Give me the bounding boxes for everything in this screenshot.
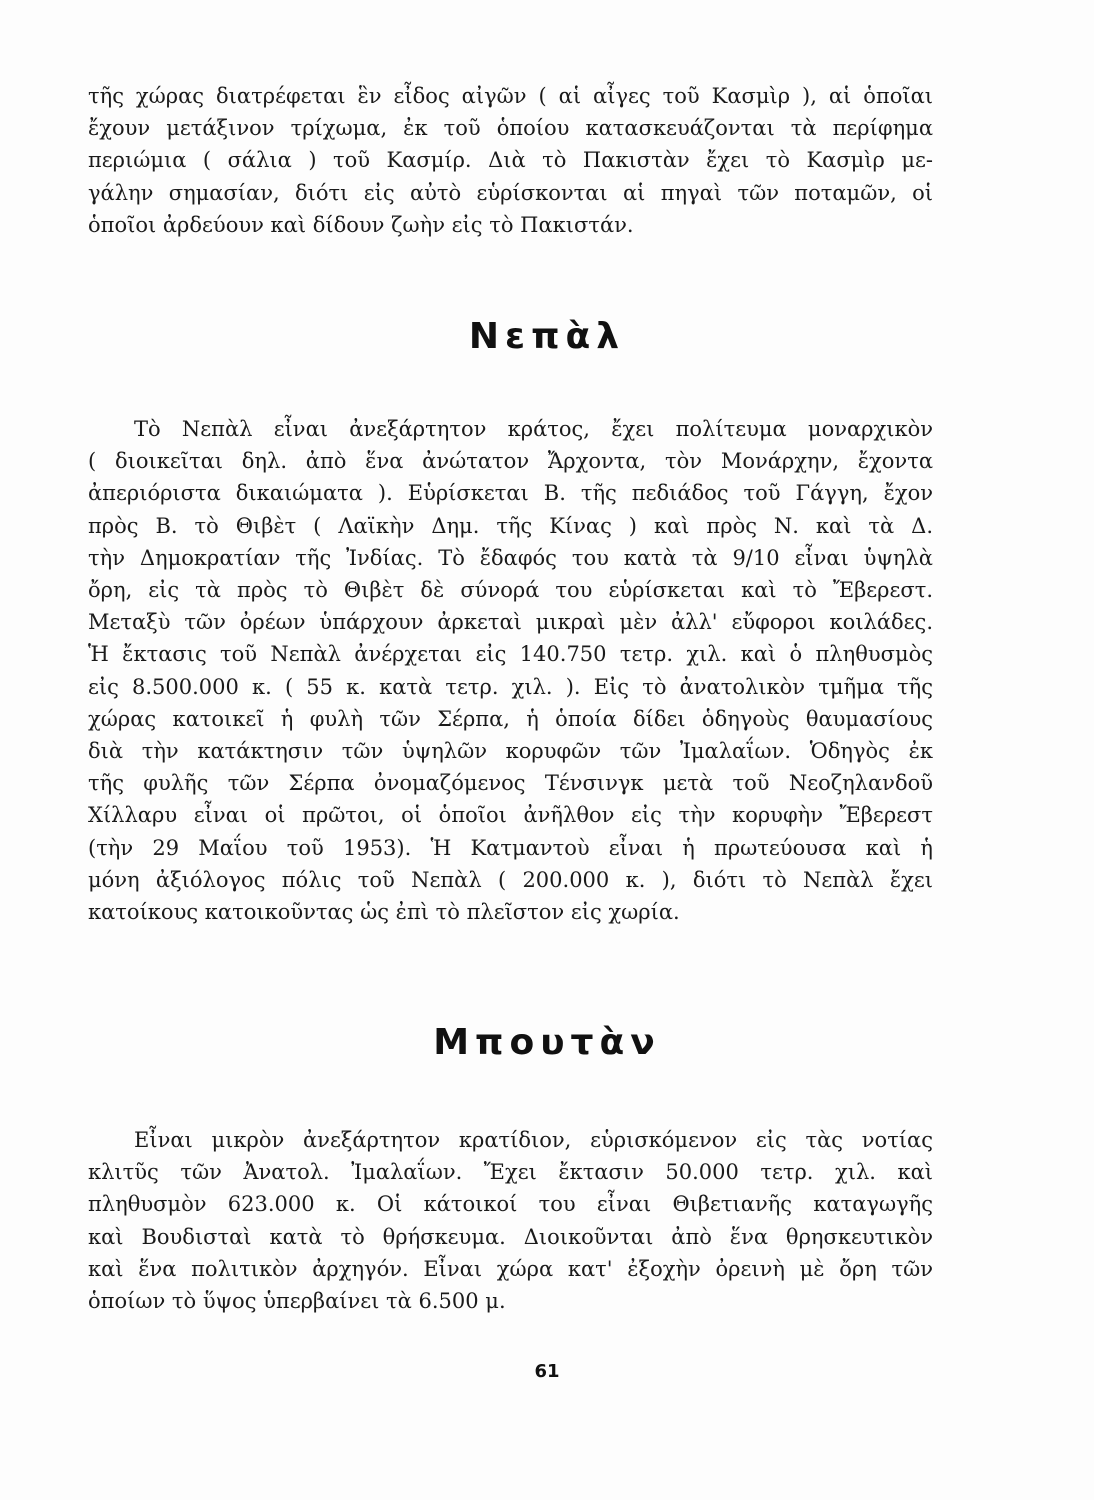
bhutan-heading: Μπουτὰν xyxy=(433,1022,661,1063)
bhutan-line: καὶ Βουδισταὶ κατὰ τὸ θρήσκευμα. Διοικοῦνται ἀπὸ ἕνα θρησκευτικὸν xyxy=(88,1224,933,1249)
nepal-line: Μεταξὺ τῶν ὀρέων ὑπάρχουν ἀρκεταὶ μικραὶ μὲν ἀλλ' εὔφοροι κοιλάδες. xyxy=(88,610,933,635)
nepal-line: Τὸ Νεπὰλ εἶναι ἀνεξάρτητον κράτος, ἔχει πολίτευμα μοναρχικὸν xyxy=(134,417,933,441)
bhutan-line: καὶ ἕνα πολιτικὸν ἀρχηγόν. Εἶναι χώρα κατ' ἐξοχὴν ὀρεινὴ μὲ ὄρη τῶν xyxy=(88,1256,933,1281)
intro-line: περιώμια ( σάλια ) τοῦ Κασμίρ. Διὰ τὸ Πακιστὰν ἔχει τὸ Κασμὶρ με- xyxy=(88,148,933,173)
intro-line: τῆς χώρας διατρέφεται ἓν εἶδος αἰγῶν ( αἱ αἶγες τοῦ Κασμὶρ ), αἱ ὁποῖαι xyxy=(88,84,933,108)
nepal-line: ὄρη, εἰς τὰ πρὸς τὸ Θιβὲτ δὲ σύνορά του εὑρίσκεται καὶ τὸ Ἔβερεστ. xyxy=(88,578,933,603)
nepal-paragraph xyxy=(88,413,933,928)
nepal-line: τῆς φυλῆς τῶν Σέρπα ὀνομαζόμενος Τένσινγκ μετὰ τοῦ Νεοζηλανδοῦ xyxy=(88,771,933,796)
nepal-line: χώρας κατοικεῖ ἡ φυλὴ τῶν Σέρπα, ἡ ὁποία δίδει ὁδηγοὺς θαυμασίους xyxy=(88,706,933,731)
bhutan-line: ὁποίων τὸ ὕψος ὑπερβαίνει τὰ 6.500 μ. xyxy=(88,1289,506,1314)
nepal-line: Ἡ ἔκτασις τοῦ Νεπὰλ ἀνέρχεται εἰς 140.750 τετρ. χιλ. καὶ ὁ πληθυσμὸς xyxy=(88,642,933,667)
nepal-line: μόνη ἀξιόλογος πόλις τοῦ Νεπὰλ ( 200.000 κ. ), διότι τὸ Νεπὰλ ἔχει xyxy=(88,867,933,892)
intro-paragraph xyxy=(88,80,933,241)
bhutan-line: κλιτῦς τῶν Ἀνατολ. Ἰμαλαΐων. Ἔχει ἔκτασιν 50.000 τετρ. χιλ. καὶ xyxy=(88,1160,933,1185)
nepal-line: διὰ τὴν κατάκτησιν τῶν ὑψηλῶν κορυφῶν τῶν Ἰμαλαΐων. Ὁδηγὸς ἐκ xyxy=(88,739,933,764)
nepal-line: ( διοικεῖται δηλ. ἀπὸ ἕνα ἀνώτατον Ἄρχοντα, τὸν Μονάρχην, ἔχοντα xyxy=(88,449,933,474)
bhutan-line: Εἶναι μικρὸν ἀνεξάρτητον κρατίδιον, εὑρισκόμενον εἰς τὰς νοτίας xyxy=(134,1128,933,1152)
nepal-line: τὴν Δημοκρατίαν τῆς Ἰνδίας. Τὸ ἔδαφός του κατὰ τὰ 9/10 εἶναι ὑψηλὰ xyxy=(88,545,933,570)
intro-line: ἔχουν μετάξινον τρίχωμα, ἐκ τοῦ ὁποίου κατασκευάζονται τὰ περίφημα xyxy=(88,116,933,141)
nepal-heading: Νεπὰλ xyxy=(468,316,626,357)
intro-line: ὁποῖοι ἀρδεύουν καὶ δίδουν ζωὴν εἰς τὸ Πακιστάν. xyxy=(88,212,634,237)
nepal-line: ἀπεριόριστα δικαιώματα ). Εὑρίσκεται Β. τῆς πεδιάδος τοῦ Γάγγη, ἔχον xyxy=(88,481,933,506)
page-number: 61 xyxy=(534,1361,560,1382)
bhutan-paragraph xyxy=(88,1124,933,1317)
bhutan-line: πληθυσμὸν 623.000 κ. Οἱ κάτοικοί του εἶναι Θιβετιανῆς καταγωγῆς xyxy=(88,1192,933,1217)
nepal-line: Χίλλαρυ εἶναι οἱ πρῶτοι, οἱ ὁποῖοι ἀνῆλθον εἰς τὴν κορυφὴν Ἔβερεστ xyxy=(88,803,933,828)
nepal-line: (τὴν 29 Μαΐου τοῦ 1953). Ἡ Κατμαντοὺ εἶναι ἡ πρωτεύουσα καὶ ἡ xyxy=(88,835,933,860)
nepal-line: πρὸς Β. τὸ Θιβὲτ ( Λαϊκὴν Δημ. τῆς Κίνας ) καὶ πρὸς Ν. καὶ τὰ Δ. xyxy=(88,513,933,538)
intro-line: γάλην σημασίαν, διότι εἰς αὐτὸ εὑρίσκονται αἱ πηγαὶ τῶν ποταμῶν, οἱ xyxy=(88,180,933,205)
nepal-line: κατοίκους κατοικοῦντας ὡς ἐπὶ τὸ πλεῖστον εἰς χωρία. xyxy=(88,900,680,925)
nepal-line: εἰς 8.500.000 κ. ( 55 κ. κατὰ τετρ. χιλ. ). Εἰς τὸ ἀνατολικὸν τμῆμα τῆς xyxy=(88,674,933,699)
